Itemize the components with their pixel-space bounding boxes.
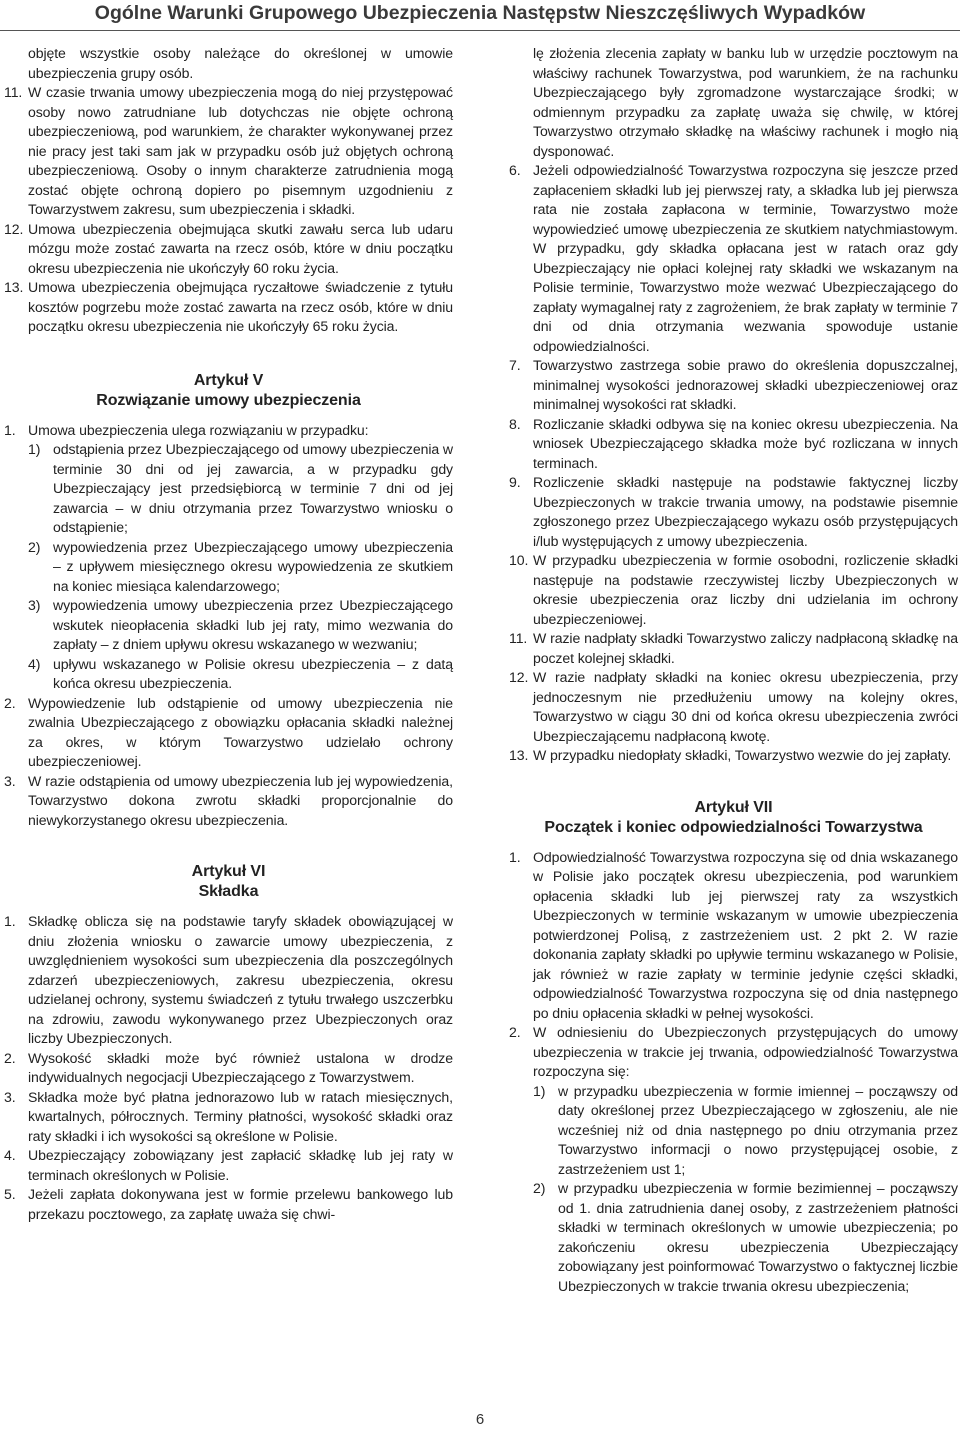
point-text: wypowiedzenia umowy ubezpieczenia przez Ubezpieczającego wskutek nieopłacenia składki lub jej raty, mimo wezwania do zapłaty – z dniem upływu okresu wskazanego w wezwaniu; xyxy=(53,597,453,652)
clause-11 xyxy=(4,83,453,220)
point-number: 4) xyxy=(28,655,41,672)
point-text: w przypadku ubezpieczenia w formie imiennej – począwszy od daty określonej przez Ubezpieczającego w zgłoszeniu, ale nie wcześniej niż od dnia następnego po dniu otrzymania przez Towarzystwo informacji o nowo przystępującej osobie, z zastrzeżeniem ust 1; xyxy=(558,1082,958,1177)
article-6-clause-9 xyxy=(509,473,958,551)
clause-text: Jeżeli zapłata dokonywana jest w formie przelewu bankowego lub przekazu pocztowego, za zapłatę uważa się chwi- xyxy=(28,1186,453,1222)
point-number: 2) xyxy=(28,538,41,555)
clause-12 xyxy=(4,220,453,279)
article-5-clause-3 xyxy=(4,772,453,831)
left-column xyxy=(4,44,453,1224)
paragraph-continuation: lę złożenia zlecenia zapłaty w banku lub w urzędzie pocztowym na właściwy rachunek Towarzystwa, pod warunkiem, że na rachunku Ubezpieczającego były zgromadzone wystarczające środki; w odmiennym przypadku za zapłatę uważa się chwilę, w której Towarzystwo otrzymało składkę na właściwy rachunek i mogło nią dysponować. xyxy=(533,45,958,159)
article-6-label: Artykuł VI xyxy=(191,863,266,880)
paragraph-continuation: objęte wszystkie osoby należące do określonej w umowie ubezpieczenia grupy osób. xyxy=(28,45,453,81)
article-7-clause-2-point-1 xyxy=(509,1082,958,1180)
clause-text: Umowa ubezpieczenia obejmująca skutki zawału serca lub udaru mózgu może zostać zawarta na rzecz osób, które w dniu początku okresu ubezpieczenia nie ukończyły 60 roku życia. xyxy=(28,220,453,276)
clause-number: 9. xyxy=(509,474,521,490)
article-6-clause-4 xyxy=(4,1146,453,1185)
clause-number: 12. xyxy=(4,220,24,237)
article-7-clause-1 xyxy=(509,848,958,1024)
clause-13 xyxy=(4,278,453,337)
clause-text: W odniesieniu do Ubezpieczonych przystępujących do umowy ubezpieczenia w trakcie jej trwania, odpowiedzialność Towarzystwa rozpoczyna się: xyxy=(533,1024,958,1079)
point-text: upływu wskazanego w Polisie okresu ubezpieczenia – z datą końca okresu ubezpieczenia. xyxy=(53,655,453,691)
clause-number: 1. xyxy=(4,421,16,438)
clause-number: 2. xyxy=(509,1024,521,1040)
article-6-clause-11 xyxy=(509,629,958,668)
article-6-clause-3 xyxy=(4,1088,453,1147)
clause-number: 7. xyxy=(509,357,521,373)
point-number: 1) xyxy=(28,441,41,457)
clause-text: W razie odstąpienia od umowy ubezpieczenia lub jej wypowiedzenia, Towarzystwo dokona zwrotu składki proporcjonalnie do niewykorzystanego okresu ubezpieczenia. xyxy=(28,772,453,828)
article-7-clause-2 xyxy=(509,1023,958,1082)
article-7-title: Początek i koniec odpowiedzialności Towarzystwa xyxy=(544,818,923,836)
article-6-clause-10 xyxy=(509,551,958,629)
clause-number: 2. xyxy=(4,694,16,711)
article-6-clause-2 xyxy=(4,1049,453,1088)
clause-text: Składka może być płatna jednorazowo lub w ratach miesięcznych, kwartalnych, półrocznych. Terminy płatności, wysokość składki oraz raty składki i ich wysokości są określone w Polisie. xyxy=(28,1088,453,1144)
article-6-clause-7 xyxy=(509,356,958,415)
clause-text: Składkę oblicza się na podstawie taryfy składek obowiązującej w dniu złożenia wniosku o zawarcie umowy ubezpieczenia, z uwzględnieniem wysokości sum ubezpieczenia dla poszczególnych zdarzeń ubezpieczeniowych, zakresu ubezpieczenia, okresu udzielanej ochrony, systemu świadczeń z tytułu trwałego uszczerbku na zdrowiu, zawodu wykonywanego przez Ubezpieczonych oraz liczby Ubezpieczonych. xyxy=(28,913,453,1046)
article-7-clause-2-point-2 xyxy=(509,1179,958,1296)
clause-text: W razie nadpłaty składki Towarzystwo zaliczy nadpłaconą składkę na poczet kolejnej składki. xyxy=(533,630,958,666)
point-text: w przypadku ubezpieczenia w formie bezimiennej – począwszy od 1. dnia zatrudnienia danej osoby, z zastrzeżeniem płatności składki w terminach określonych w umowie ubezpieczenia; po zakończeniu okresu ubezpieczenia Ubezpieczający zobowiązany jest poinformować Towarzystwo o faktycznej liczbie Ubezpieczonych w trakcie trwania okresu ubezpieczenia; xyxy=(558,1180,958,1294)
article-6-clause-6 xyxy=(509,161,958,356)
right-column xyxy=(509,44,958,1296)
article-5-clause-1 xyxy=(4,421,453,441)
article-5-clause-1-point-4 xyxy=(4,655,453,694)
header-divider xyxy=(0,30,960,31)
clause-text: Wypowiedzenie lub odstąpienie od umowy ubezpieczenia nie zwalnia Ubezpieczającego z obowiązku opłacania składki należnej za okres, w którym Towarzystwo udzielało ochrony ubezpieczeniowej. xyxy=(28,694,453,769)
article-5-title: Rozwiązanie umowy ubezpieczenia xyxy=(96,391,361,409)
clause-text: Rozliczenie składki następuje na podstawie faktycznej liczby Ubezpieczonych w trakcie trwania umowy, na podstawie pisemnie zgłoszonego przez Ubezpieczającego wykazu osób przystępujących i/lub występujących z umowy ubezpieczenia. xyxy=(533,474,958,549)
article-6-clause-8 xyxy=(509,415,958,474)
article-6-title: Składka xyxy=(198,883,259,900)
clause-text: Rozliczanie składki odbywa się na koniec okresu ubezpieczenia. Na wniosek Ubezpieczającego składka może być rozliczana w innych terminach. xyxy=(533,415,958,471)
clause-text: Ubezpieczający zobowiązany jest zapłacić składkę lub jej raty w terminach określonych w Polisie. xyxy=(28,1147,453,1183)
clause-text: W przypadku niedopłaty składki, Towarzystwo wezwie do jej zapłaty. xyxy=(533,747,952,763)
clause-text: W razie nadpłaty składki na koniec okresu ubezpieczenia, przy jednoczesnym nie przedłużeniu umowy na kolejny okres, Towarzystwo w ciągu 30 dni od końca okresu ubezpieczenia zwróci Ubezpieczającemu nadpłaconą kwotę. xyxy=(533,669,958,744)
point-number: 3) xyxy=(28,597,41,613)
article-5-clause-1-point-1 xyxy=(4,440,453,538)
clause-text: W przypadku ubezpieczenia w formie osobodni, rozliczenie składki następuje na podstawie rzeczywistej liczby Ubezpieczonych w okresie ubezpieczenia oraz liczby dni udzielania im ochrony ubezpieczeniowej. xyxy=(533,552,958,627)
clause-text: Umowa ubezpieczenia ulega rozwiązaniu w przypadku: xyxy=(28,421,369,438)
clause-number: 4. xyxy=(4,1147,16,1163)
article-6-clause-13 xyxy=(509,746,958,766)
clause-number: 6. xyxy=(509,162,521,178)
article-6-clause-5 xyxy=(4,1185,453,1224)
clause-number: 10. xyxy=(509,552,529,568)
clause-number: 11. xyxy=(509,630,528,646)
clause-number: 13. xyxy=(4,279,24,295)
clause-number: 13. xyxy=(509,747,529,763)
clause-number: 8. xyxy=(509,415,521,432)
clause-number: 1. xyxy=(509,848,521,865)
article-5-clause-1-point-3 xyxy=(4,596,453,655)
clause-number: 1. xyxy=(4,913,16,929)
document-title: Ogólne Warunki Grupowego Ubezpieczenia Następstw Nieszczęśliwych Wypadków xyxy=(94,2,866,24)
clause-text: Umowa ubezpieczenia obejmująca ryczałtowe świadczenie z tytułu kosztów pogrzebu może zostać zawarta na rzecz osób, które w dniu początku okresu ubezpieczenia nie ukończyły 65 roku życia. xyxy=(28,279,453,334)
article-5-clause-1-point-2 xyxy=(4,538,453,597)
article-5-clause-2 xyxy=(4,694,453,772)
clause-text: Jeżeli odpowiedzialność Towarzystwa rozpoczyna się jeszcze przed zapłaceniem składki lub jej pierwszej raty, a składka lub jej pierwsza rata nie została zapłacona w terminie, Towarzystwo może wypowiedzieć umowę ubezpieczenia ze skutkiem natychmiastowym. W przypadku, gdy składka opłacana jest w ratach oraz gdy Ubezpieczający nie opłaci kolejnej raty składki we wskazanym na Polisie terminie, Towarzystwo może wezwać Ubezpieczającego do zapłaty wymagalnej raty z zagrożeniem, że brak zapłaty w terminie 7 dni od dnia otrzymania wezwania spowoduje ustanie odpowiedzialności. xyxy=(533,162,958,354)
article-5-label: Artykuł V xyxy=(193,371,264,389)
point-number: 1) xyxy=(533,1082,546,1099)
clause-number: 3. xyxy=(4,1088,16,1105)
page-header xyxy=(0,0,960,32)
clause-number: 5. xyxy=(4,1186,16,1202)
point-number: 2) xyxy=(533,1180,546,1196)
point-text: wypowiedzenia przez Ubezpieczającego umowy ubezpieczenia – z upływem miesięcznego okresu wypowiedzenia ze skutkiem na koniec miesiąca kalendarzowego; xyxy=(53,538,453,594)
clause-text: Towarzystwo zastrzega sobie prawo do określenia dopuszczalnej, minimalnej wysokości jednorazowej składki ubezpieczeniowej oraz minimalnej wysokości rat składki. xyxy=(533,357,958,412)
clause-text: W czasie trwania umowy ubezpieczenia mogą do niej przystępować osoby nowo zatrudniane lub dotychczas nie objęte ochroną ubezpieczeniową, pod warunkiem, że charakter wykonywanej przez nie pracy jest taki sam jak w przypadku osób już objętych ochroną ubezpieczeniową. Osoby o innym charakterze zatrudnienia mogą zostać objęte ochroną dopiero po pisemnym uzgodnieniu z Towarzystwem zakresu, sum ubezpieczenia i składki. xyxy=(28,84,453,217)
clause-number: 12. xyxy=(509,669,529,685)
page-number: 6 xyxy=(475,1411,485,1428)
clause-number: 3. xyxy=(4,772,16,789)
clause-text: Wysokość składki może być również ustalona w drodze indywidualnych negocjacji Ubezpieczającego z Towarzystwem. xyxy=(28,1049,453,1085)
clause-number: 2. xyxy=(4,1049,16,1066)
article-6-clause-12 xyxy=(509,668,958,746)
point-text: odstąpienia przez Ubezpieczającego od umowy ubezpieczenia w terminie 30 dni od jej zawarcia, a w przypadku gdy Ubezpieczający jest przedsiębiorcą w terminie 7 dni od jej zawarcia – w dniu otrzymania przez Towarzystwo wniosku o odstąpienie; xyxy=(53,441,453,535)
clause-number: 11. xyxy=(4,84,23,100)
clause-text: Odpowiedzialność Towarzystwa rozpoczyna się od dnia wskazanego w Polisie jako początek okresu ubezpieczenia, pod warunkiem opłacenia składki lub jej pierwszej raty za wszystkich Ubezpieczonych w terminie wskazanym w umowie ubezpieczenia potwierdzonej Polisą, z zastrzeżeniem ust. 2 pkt 2. W razie dokonania zapłaty składki po upływie terminu wskazanego w Polisie, jak również w razie zapłaty w terminie jedynie części składki, odpowiedzialność Towarzystwa rozpoczyna się od dnia następnego po dniu opłacenia składki w pełnej wysokości. xyxy=(533,848,958,1021)
article-6-clause-1 xyxy=(4,912,453,1049)
article-7-label: Artykuł VII xyxy=(694,798,773,816)
